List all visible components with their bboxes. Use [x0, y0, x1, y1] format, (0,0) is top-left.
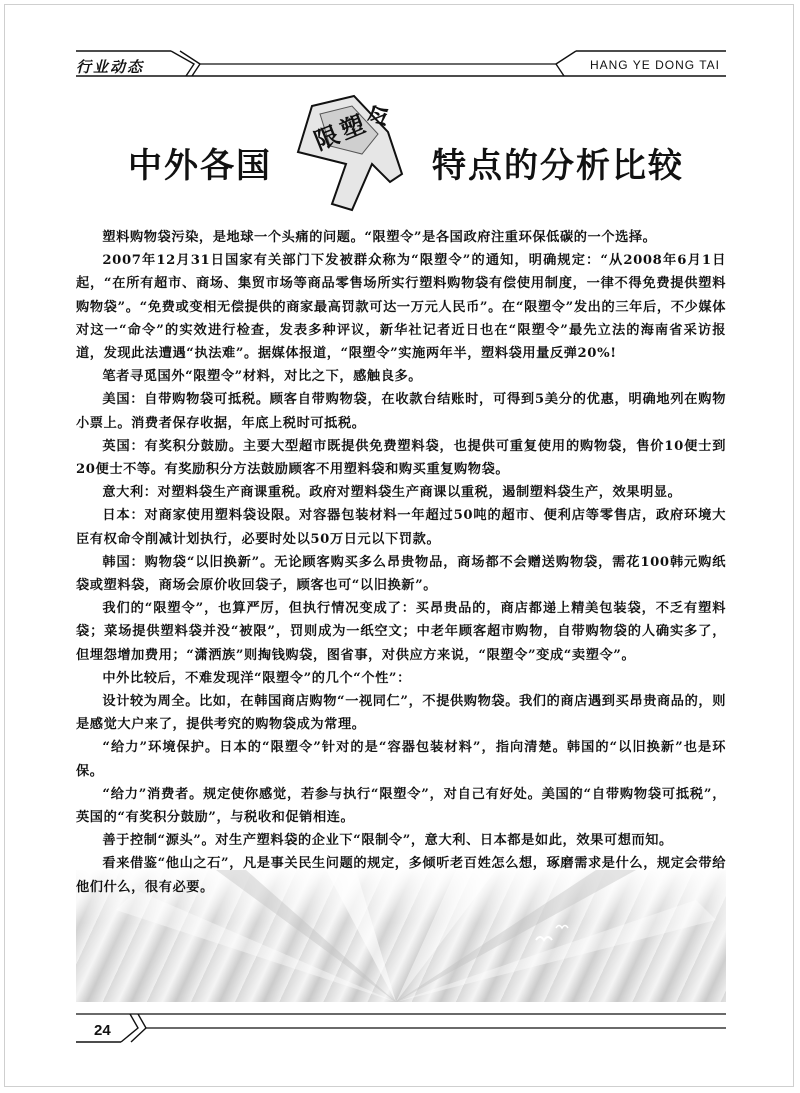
- paragraph: 善于控制“源头”。对生产塑料袋的企业下“限制令”，意大利、日本都是如此，效果可想而知。: [102, 833, 673, 849]
- title-right: 特点的分析比较: [432, 146, 684, 186]
- paragraph: 塑料购物袋污染，是地球一个头痛的问题。“限塑令”是各国政府注重环保低碳的一个选择。: [102, 230, 657, 245]
- paragraph: 韩国：购物袋“以旧换新”。无论顾客购买多么昂贵物品，商场都不会赠送购物袋，需花100韩元购纸袋或塑料袋，商场会原价收回袋子，顾客也可“以旧换新”。: [76, 554, 726, 594]
- paragraph: 日本：对商家使用塑料袋设限。对容器包装材料一年超过50吨的超市、便利店等零售店，政府环境大臣有权命令削减计划执行，必要时处以50万日元以下罚款。: [76, 508, 726, 547]
- paragraph: “给力”环境保护。日本的“限塑令”针对的是“容器包装材料”，指向清楚。韩国的“以旧换新”也是环保。: [76, 740, 726, 779]
- badge-label: 限塑令: [310, 98, 399, 156]
- section-label: 行业动态: [76, 58, 145, 76]
- paragraph: 美国：自带购物袋可抵税。顾客自带购物袋，在收款台结账时，可得到5美分的优惠，明确地列在购物小票上。消费者保存收据，年底上税时可抵税。: [76, 392, 726, 431]
- paragraph: 看来借鉴“他山之石”，凡是事关民生问题的规定，多倾听老百姓怎么想，琢磨需求是什么，规定会带给他们什么，很有必要。: [76, 856, 726, 895]
- paragraph: 英国：有奖积分鼓励。主要大型超市既提供免费塑料袋，也提供可重复使用的购物袋，售价10便士到20便士不等。有奖励积分方法鼓励顾客不用塑料袋和购买重复购物袋。: [76, 438, 726, 478]
- title-left: 中外各国: [128, 146, 272, 186]
- paragraph: 2007年12月31日国家有关部门下发被群众称为“限塑令”的通知，明确规定：“从2008年6月1日起，“在所有超市、商场、集贸市场等商品零售场所实行塑料购物袋有偿使用制度，一律不得免费提供塑料购物袋”。“免费或变相无偿提供的商家最高罚款可达一万元人民币”。在“限塑令”发出的三年后，不少媒体对这一“命令”的实效进行检查，发表多种评议，新华社记者近日也在“限塑令”最先立法的海南省采访报道，发现此法遭遇“执法难”。据媒体报道，“限塑令”实施两年半，塑料袋用量反弹20%!: [76, 253, 726, 362]
- page-number: 24: [94, 1022, 111, 1039]
- footer-rule: [76, 1012, 726, 1046]
- paragraph: 我们的“限塑令”，也算严厉，但执行情况变成了：买昂贵品的，商店都递上精美包装袋，不乏有塑料袋；菜场提供塑料袋并没“被限”，罚则成为一纸空文；中老年顾客超市购物，自带购物袋的人确实多了，但埋怨增加费用；“潇洒族”则掏钱购袋，图省事，对供应方来说，“限塑令”变成“卖塑令”。: [76, 601, 726, 663]
- running-header: [76, 44, 726, 78]
- paragraph: 设计较为周全。比如，在韩国商店购物“一视同仁”，不提供购物袋。我们的商店遇到买昂贵商品的，则是感觉大户来了，提供考究的购物袋成为常理。: [76, 694, 726, 733]
- paragraph: 意大利：对塑料袋生产商课重税。政府对塑料袋生产商课以重税，遏制塑料袋生产，效果明显。: [102, 485, 682, 501]
- running-footer: [76, 1012, 726, 1046]
- paragraph: 中外比较后，不难发现洋“限塑令”的几个“个性”：: [102, 670, 411, 686]
- article-body: [76, 226, 726, 899]
- paragraph: “给力”消费者。规定使你感觉，若参与执行“限塑令”，对自己有好处。美国的“自带购物袋可抵税”，英国的“有奖积分鼓励”，与税收和促销相连。: [76, 786, 726, 826]
- section-label-pinyin: HANG YE DONG TAI: [589, 58, 720, 72]
- title-badge: [290, 92, 420, 222]
- paragraph: 笔者寻觅国外“限塑令”材料，对比之下，感触良多。: [102, 369, 423, 385]
